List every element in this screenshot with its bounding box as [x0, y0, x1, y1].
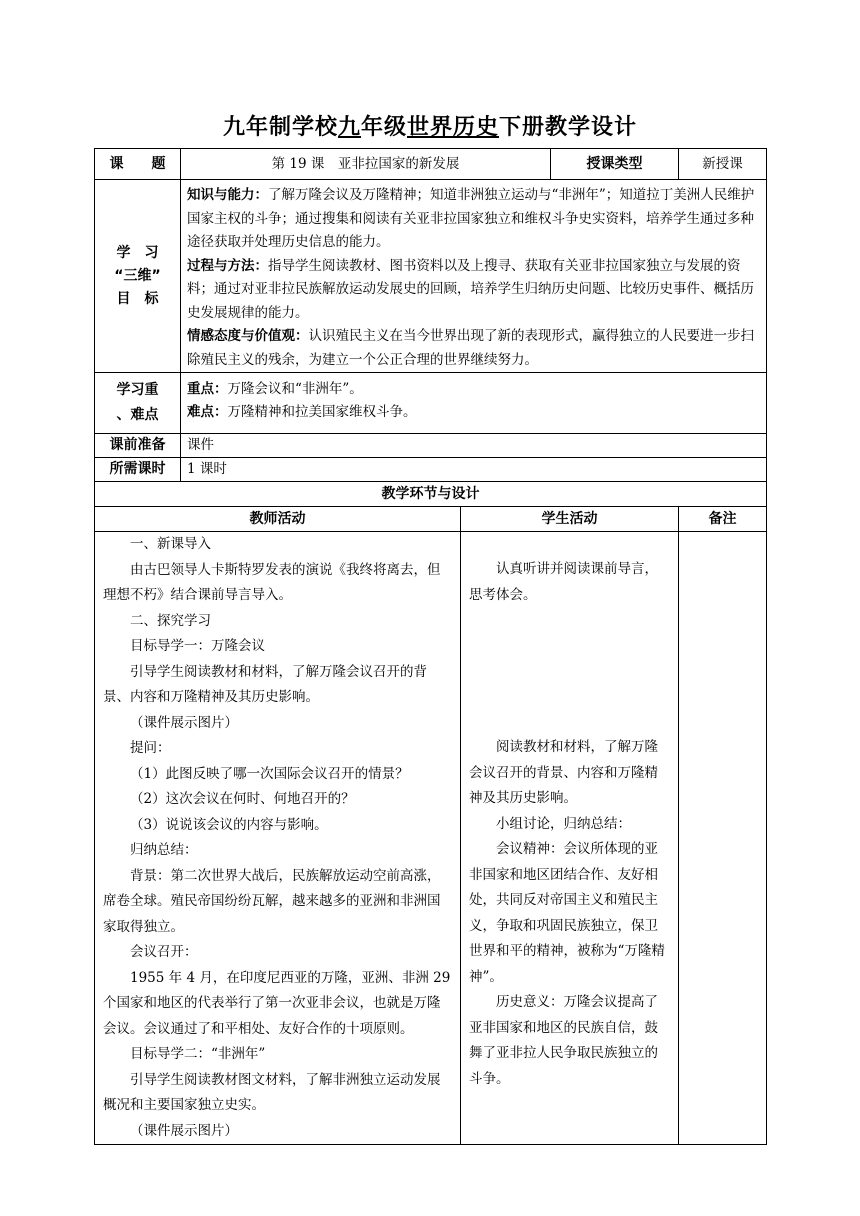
focus-label: 学习重 、难点	[95, 373, 181, 434]
hours-label: 所需课时	[95, 458, 181, 482]
section-title: 教学环节与设计	[95, 482, 767, 507]
lesson-type-value: 新授课	[679, 149, 767, 180]
goals-content: 知识与能力：了解万隆会议及万隆精神；知道非洲独立运动与“非洲年”；知道拉丁美洲人民维护国家主权的斗争；通过搜集和阅读有关亚非拉国家独立和维权斗争史实资料，培养学生通过多种途径获取并处理历史信息的能力。 过程与方法：指导学生阅读教材、图书资料以及上搜寻、获取有关亚非拉国家独立与发展的资料；通过对亚非拉民族解放运动发展史的回顾，培养学生归纳历史问题、比较历史事件、概括历史发展规律的能力。 情感态度与价值观：认识殖民主义在当今世界出现了新的表现形式，赢得独立的人民要进一步扫除殖民主义的残余，为建立一个公正合理的世界继续努力。	[181, 180, 767, 373]
focus-content: 重点：万隆会议和“非洲年”。 难点：万隆精神和拉美国家维权斗争。	[181, 373, 767, 434]
notes-cell	[679, 532, 767, 1145]
student-activity: 认真听讲并阅读课前导言，思考体会。 阅读教材和材料，了解万隆会议召开的背景、内容和万隆精神及其历史影响。 小组讨论，归纳总结： 会议精神：会议所体现的亚非国家和地区团结合作、友好相处，共同反对帝国主义和殖民主义，争取和巩固民族独立，保卫世界和平的精神，被称为“万隆精神”。 历史意义：万隆会议提高了亚非国家和地区的民族自信，鼓舞了亚非拉人民争取民族独立的斗争。	[461, 532, 679, 1145]
lesson-label: 课 题	[95, 149, 181, 180]
teacher-activity: 一、新课导入 由古巴领导人卡斯特罗发表的演说《我终将离去，但理想不朽》结合课前导言导入。 二、探究学习 目标导学一：万隆会议 引导学生阅读教材和材料，了解万隆会议召开的背景、内容和万隆精神及其历史影响。 （课件展示图片） 提问： （1）此图反映了哪一次国际会议召开的情景？ （2）这次会议在何时、何地召开的？ （3）说说该会议的内容与影响。 归纳总结： 背景：第二次世界大战后，民族解放运动空前高涨，席卷全球。殖民帝国纷纷瓦解，越来越多的亚洲和非洲国家取得独立。 会议召开： 1955 年 4 月，在印度尼西亚的万隆，亚洲、非洲 29 个国家和地区的代表举行了第一次亚非会议，也就是万隆会议。会议通过了和平相处、友好合作的十项原则。 目标导学二：“非洲年” 引导学生阅读教材图文材料，了解非洲独立运动发展概况和主要国家独立史实。 （课件展示图片）	[95, 532, 461, 1145]
lesson-plan-table	[94, 148, 767, 1145]
lesson-title: 第 19 课 亚非拉国家的新发展	[181, 149, 551, 180]
hours-value: 1 课时	[181, 458, 767, 482]
page-title: 九年制学校九年级世界历史下册教学设计	[222, 114, 638, 140]
prep-label: 课前准备	[95, 434, 181, 458]
student-header: 学生活动	[461, 507, 679, 532]
lesson-type-label: 授课类型	[551, 149, 679, 180]
teacher-header: 教师活动	[95, 507, 461, 532]
prep-value: 课件	[181, 434, 767, 458]
goals-label: 学 习 “三维” 目 标	[95, 180, 181, 373]
notes-header: 备注	[679, 507, 767, 532]
